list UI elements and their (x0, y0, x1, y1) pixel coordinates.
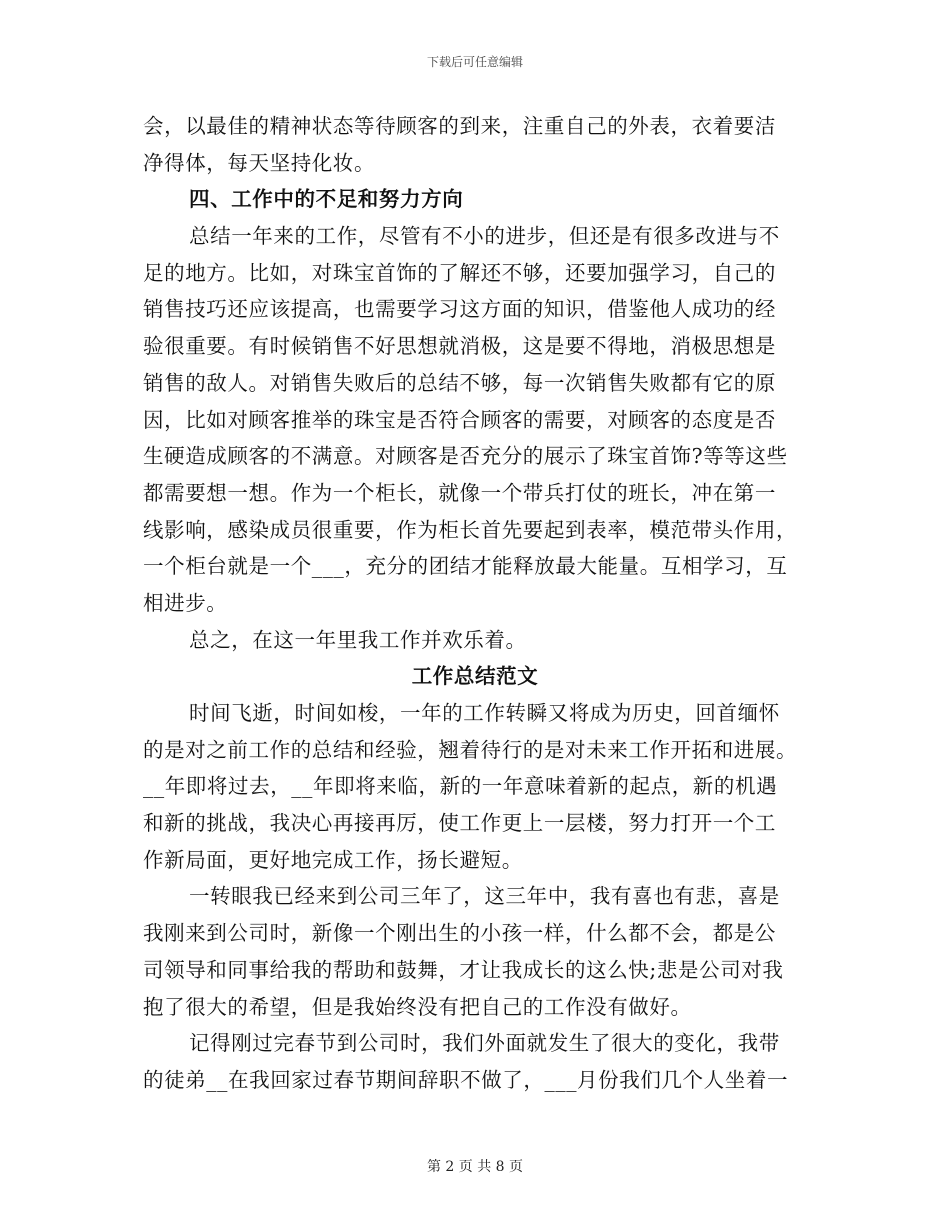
text-line: 时间飞逝，时间如梭，一年的工作转瞬又将成为历史，回首缅怀 (189, 701, 780, 725)
text-line: 相进步。 (143, 590, 228, 615)
text-line: 生硬造成顾客的不满意。对顾客是否充分的展示了珠宝首饰?等等这些 (143, 444, 788, 469)
text-line: 会，以最佳的精神状态等待顾客的到来，注重自己的外表，衣着要洁 (143, 114, 776, 138)
page-header: 下载后可任意编辑 (426, 55, 523, 69)
text-line: 销售的敌人。对销售失败后的总结不够，每一次销售失败都有它的原 (143, 370, 776, 395)
heading-line: 四、工作中的不足和努力方向 (189, 187, 464, 212)
page-footer: 第 2 页 共 8 页 (426, 1159, 524, 1175)
heading-line: 工作总结范文 (411, 664, 539, 689)
text-line: 的是对之前工作的总结和经验，翘着待行的是对未来工作开拓和进展。 (143, 737, 798, 762)
text-line: 足的地方。比如，对珠宝首饰的了解还不够，还要加强学习，自己的 (143, 260, 776, 285)
text-line: 销售技巧还应该提高，也需要学习这方面的知识，借鉴他人成功的经 (143, 297, 776, 322)
text-line: 验很重要。有时候销售不好思想就消极，这是要不得地，消极思想是 (143, 334, 776, 359)
text-line: 一转眼我已经来到公司三年了，这三年中，我有喜也有悲，喜是 (189, 884, 780, 909)
text-line: 我刚来到公司时，新像一个刚出生的小孩一样，什么都不会，都是公 (143, 921, 776, 946)
text-line: 总之，在这一年里我工作并欢乐着。 (189, 627, 527, 652)
text-line: 司领导和同事给我的帮助和鼓舞，才让我成长的这么快;悲是公司对我 (143, 957, 784, 982)
text-line: 抱了很大的希望，但是我始终没有把自己的工作没有做好。 (143, 994, 692, 1019)
text-line: __年即将过去，__年即将来临，新的一年意味着新的起点，新的机遇 (143, 774, 778, 799)
text-line: 线影响，感染成员很重要，作为柜长首先要起到表率，模范带头作用， (143, 517, 798, 542)
text-line: 总结一年来的工作，尽管有不小的进步，但还是有很多改进与不 (189, 224, 780, 249)
text-line: 和新的挑战，我决心再接再厉，使工作更上一层楼，努力打开一个工 (143, 811, 776, 836)
text-line: 净得体，每天坚持化妆。 (143, 150, 376, 175)
text-line: 记得刚过完春节到公司时，我们外面就发生了很大的变化，我带 (189, 1031, 780, 1056)
document-body (143, 108, 807, 1099)
text-line: 因，比如对顾客推举的珠宝是否符合顾客的需要，对顾客的态度是否 (143, 407, 776, 432)
text-line: 都需要想一想。作为一个柜长，就像一个带兵打仗的班长，冲在第一 (143, 480, 776, 505)
text-line: 作新局面，更好地完成工作，扬长避短。 (143, 847, 523, 872)
text-line: 一个柜台就是一个___，充分的团结才能释放最大能量。互相学习，互 (143, 554, 788, 579)
text-line: 的徒弟__在我回家过春节期间辞职不做了，___月份我们几个人坐着一 (143, 1067, 789, 1092)
